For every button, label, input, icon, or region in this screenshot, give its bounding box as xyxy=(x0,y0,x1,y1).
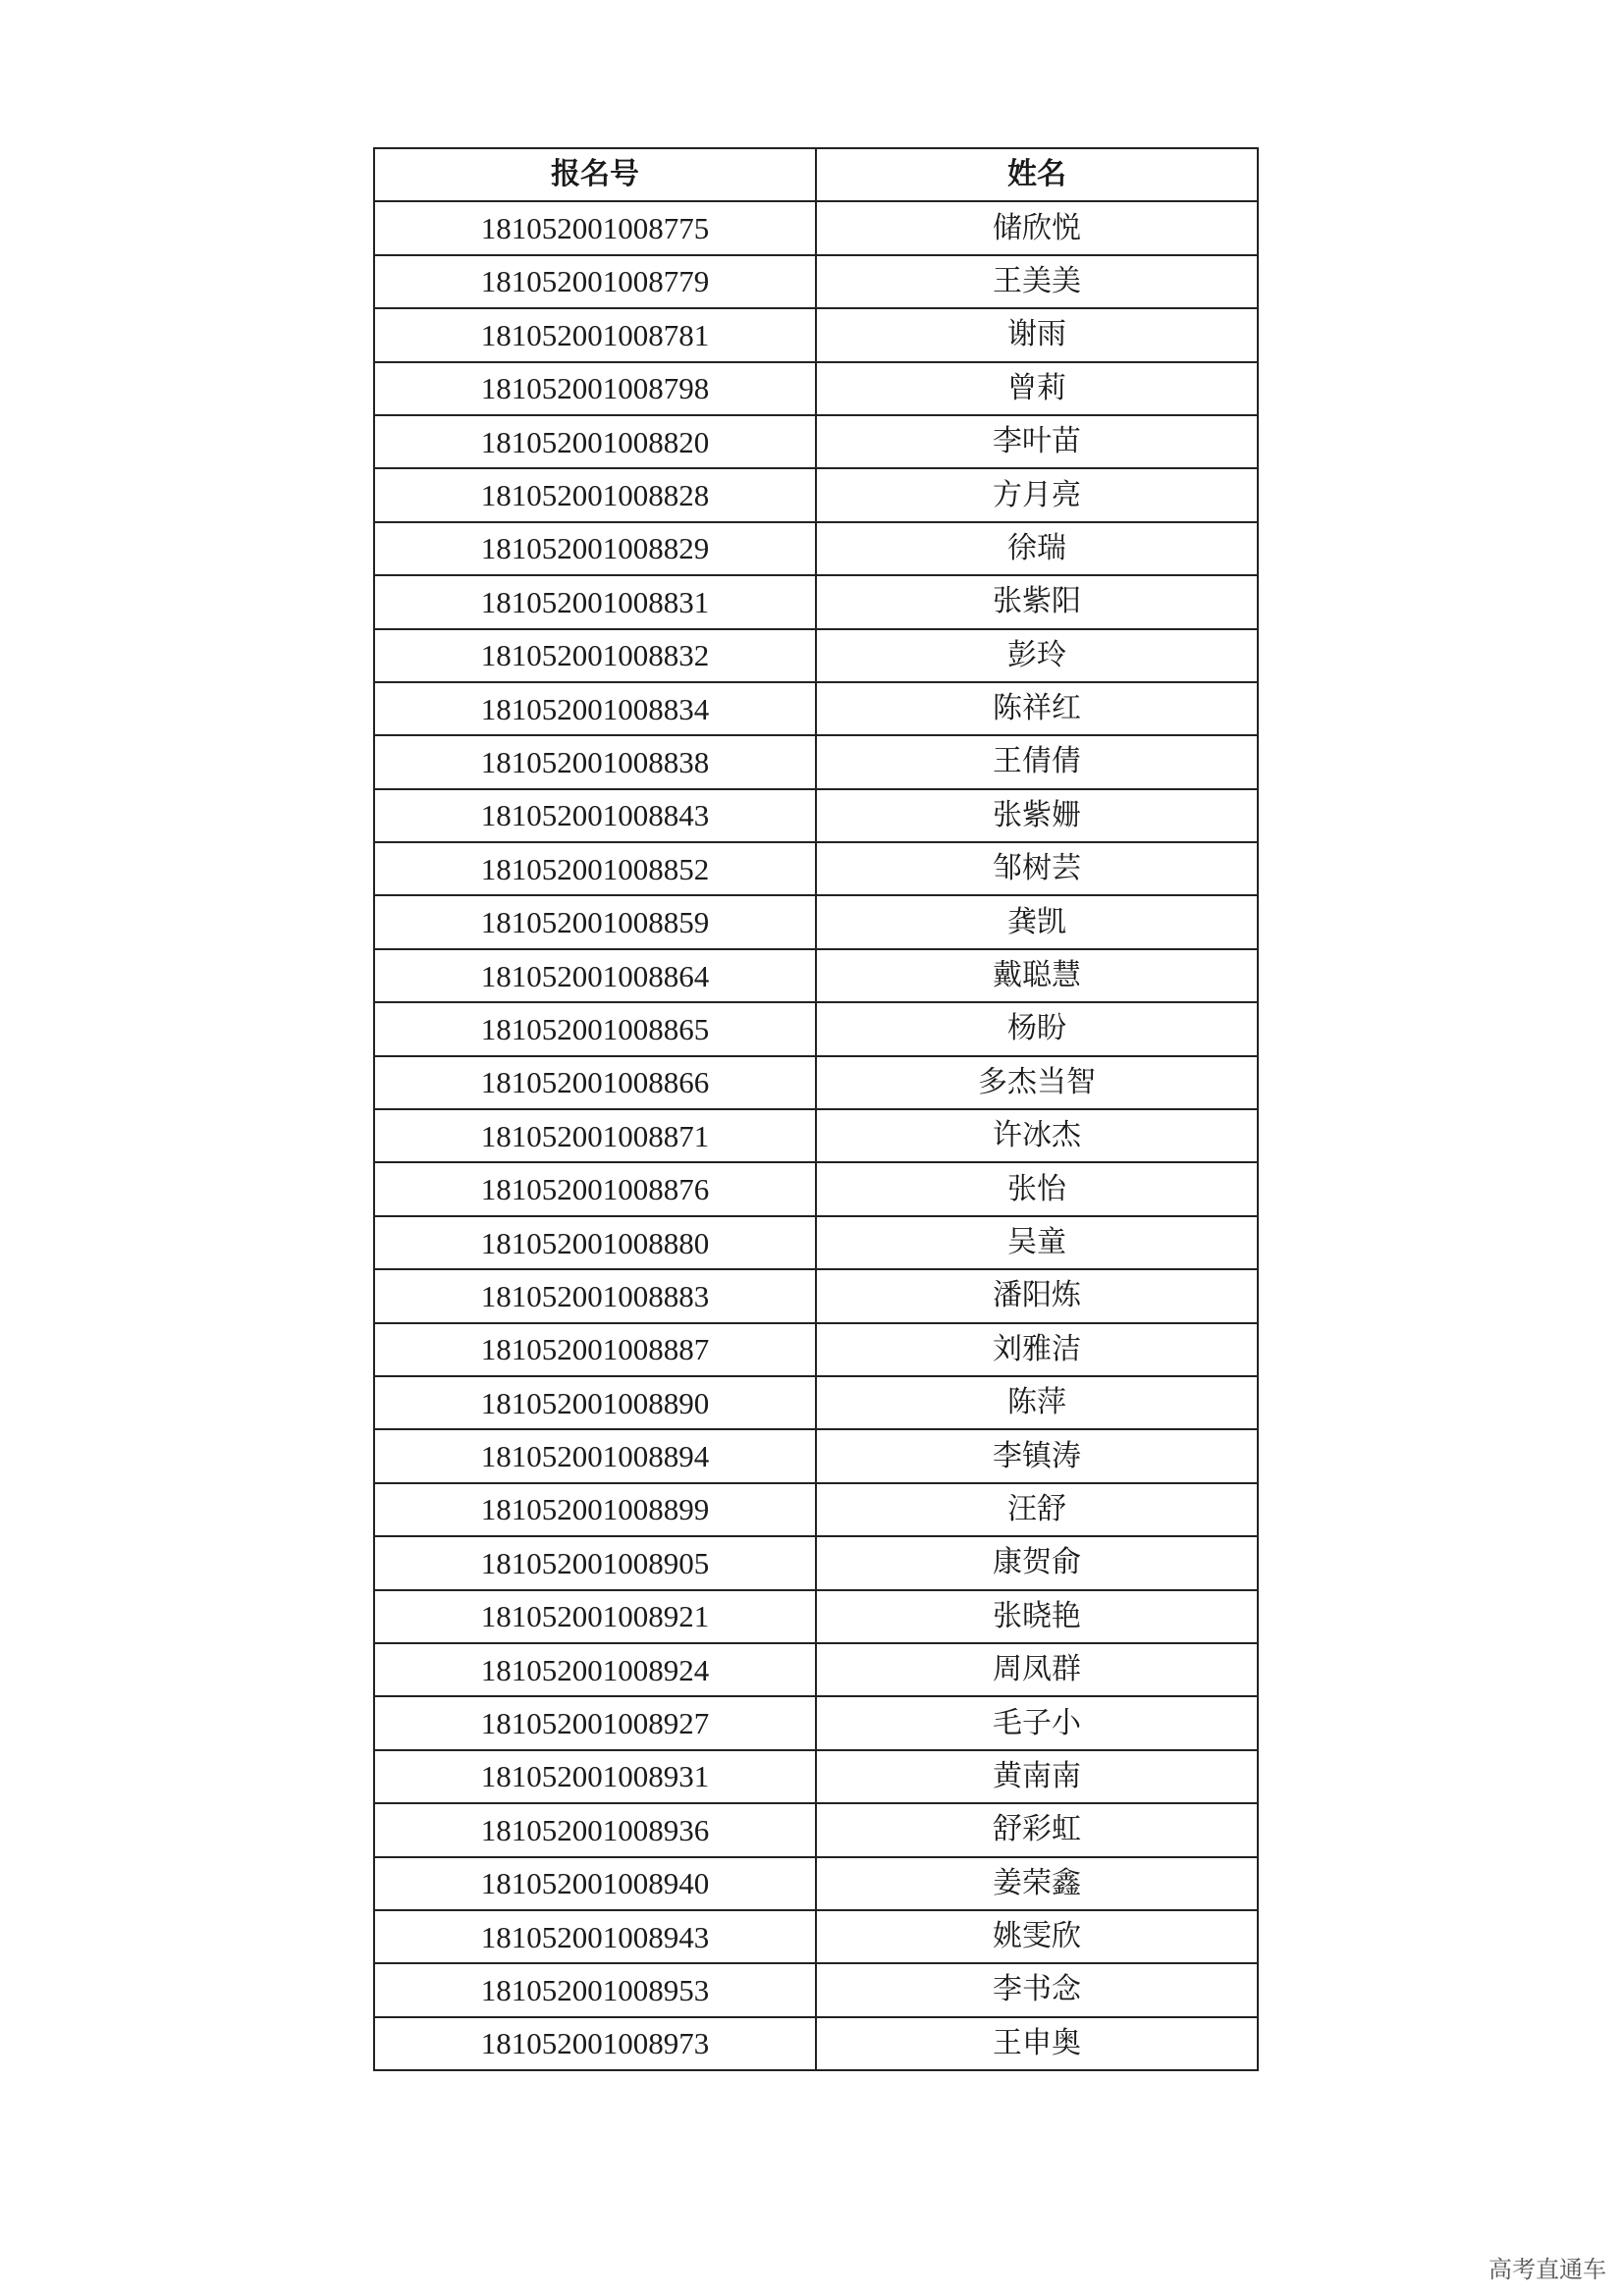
table-row xyxy=(374,1323,1258,1376)
registration-number-cell: 181052001008866 xyxy=(374,1056,816,1109)
registration-number-cell: 181052001008943 xyxy=(374,1910,816,1963)
watermark-text: 高考直通车 xyxy=(1489,2256,1606,2283)
registration-number-cell: 181052001008852 xyxy=(374,842,816,895)
name-cell: 李叶苗 xyxy=(816,415,1258,468)
name-cell: 张晓艳 xyxy=(816,1590,1258,1643)
name-cell: 陈祥红 xyxy=(816,682,1258,735)
name-cell: 姜荣鑫 xyxy=(816,1857,1258,1910)
table-row xyxy=(374,1216,1258,1269)
registration-number-cell: 181052001008834 xyxy=(374,682,816,735)
registration-number-cell: 181052001008883 xyxy=(374,1269,816,1322)
registration-number-cell: 181052001008820 xyxy=(374,415,816,468)
name-cell: 杨盼 xyxy=(816,1002,1258,1055)
table-row xyxy=(374,201,1258,254)
registration-number-cell: 181052001008953 xyxy=(374,1963,816,2016)
name-cell: 黄南南 xyxy=(816,1750,1258,1803)
registration-number-cell: 181052001008865 xyxy=(374,1002,816,1055)
registration-number-cell: 181052001008936 xyxy=(374,1803,816,1856)
name-cell: 陈萍 xyxy=(816,1376,1258,1429)
table-row xyxy=(374,522,1258,575)
name-cell: 舒彩虹 xyxy=(816,1803,1258,1856)
table-row xyxy=(374,895,1258,948)
name-cell: 王倩倩 xyxy=(816,735,1258,788)
table-row xyxy=(374,575,1258,628)
table-row xyxy=(374,1590,1258,1643)
registration-number-cell: 181052001008838 xyxy=(374,735,816,788)
table-header-row xyxy=(374,148,1258,201)
registration-number-cell: 181052001008864 xyxy=(374,949,816,1002)
table-row xyxy=(374,308,1258,361)
name-cell: 储欣悦 xyxy=(816,201,1258,254)
name-cell: 姚雯欣 xyxy=(816,1910,1258,1963)
column-header-name: 姓名 xyxy=(816,148,1258,201)
table-row xyxy=(374,1429,1258,1482)
table-row xyxy=(374,1696,1258,1749)
registration-number-cell: 181052001008828 xyxy=(374,468,816,521)
table-row xyxy=(374,1857,1258,1910)
table-row xyxy=(374,415,1258,468)
name-cell: 周凤群 xyxy=(816,1643,1258,1696)
name-cell: 彭玲 xyxy=(816,629,1258,682)
name-cell: 吴童 xyxy=(816,1216,1258,1269)
table-row xyxy=(374,1376,1258,1429)
registration-number-cell: 181052001008931 xyxy=(374,1750,816,1803)
registration-number-cell: 181052001008798 xyxy=(374,362,816,415)
registration-number-cell: 181052001008779 xyxy=(374,255,816,308)
registration-number-cell: 181052001008876 xyxy=(374,1162,816,1215)
table-row xyxy=(374,1269,1258,1322)
registration-number-cell: 181052001008775 xyxy=(374,201,816,254)
registration-number-cell: 181052001008832 xyxy=(374,629,816,682)
registration-number-cell: 181052001008880 xyxy=(374,1216,816,1269)
registration-number-cell: 181052001008940 xyxy=(374,1857,816,1910)
registration-number-cell: 181052001008905 xyxy=(374,1536,816,1589)
name-cell: 毛子小 xyxy=(816,1696,1258,1749)
registration-number-cell: 181052001008927 xyxy=(374,1696,816,1749)
table-row xyxy=(374,1056,1258,1109)
name-cell: 谢雨 xyxy=(816,308,1258,361)
table-row xyxy=(374,1750,1258,1803)
name-cell: 许冰杰 xyxy=(816,1109,1258,1162)
table-row xyxy=(374,362,1258,415)
table-row xyxy=(374,1643,1258,1696)
registration-number-cell: 181052001008843 xyxy=(374,789,816,842)
table-row xyxy=(374,682,1258,735)
name-cell: 李书念 xyxy=(816,1963,1258,2016)
registration-number-cell: 181052001008890 xyxy=(374,1376,816,1429)
name-cell: 康贺俞 xyxy=(816,1536,1258,1589)
table-row xyxy=(374,1483,1258,1536)
registration-number-cell: 181052001008831 xyxy=(374,575,816,628)
table-row xyxy=(374,842,1258,895)
name-cell: 徐瑞 xyxy=(816,522,1258,575)
table-row xyxy=(374,735,1258,788)
table-row xyxy=(374,789,1258,842)
registration-number-cell: 181052001008871 xyxy=(374,1109,816,1162)
name-cell: 张紫阳 xyxy=(816,575,1258,628)
table-body xyxy=(374,201,1258,2070)
registration-number-cell: 181052001008887 xyxy=(374,1323,816,1376)
table-row xyxy=(374,255,1258,308)
registration-number-cell: 181052001008924 xyxy=(374,1643,816,1696)
registration-table xyxy=(373,147,1259,2071)
table-row xyxy=(374,1162,1258,1215)
table-row xyxy=(374,1002,1258,1055)
registration-number-cell: 181052001008899 xyxy=(374,1483,816,1536)
registration-number-cell: 181052001008859 xyxy=(374,895,816,948)
table-row xyxy=(374,468,1258,521)
registration-number-cell: 181052001008973 xyxy=(374,2017,816,2070)
name-cell: 龚凯 xyxy=(816,895,1258,948)
registration-number-cell: 181052001008829 xyxy=(374,522,816,575)
name-cell: 邹树芸 xyxy=(816,842,1258,895)
name-cell: 王美美 xyxy=(816,255,1258,308)
name-cell: 李镇涛 xyxy=(816,1429,1258,1482)
name-cell: 戴聪慧 xyxy=(816,949,1258,1002)
table-row xyxy=(374,629,1258,682)
name-cell: 张怡 xyxy=(816,1162,1258,1215)
name-cell: 刘雅洁 xyxy=(816,1323,1258,1376)
name-cell: 多杰当智 xyxy=(816,1056,1258,1109)
registration-number-cell: 181052001008781 xyxy=(374,308,816,361)
registration-number-cell: 181052001008921 xyxy=(374,1590,816,1643)
name-cell: 曾莉 xyxy=(816,362,1258,415)
table-row xyxy=(374,1963,1258,2016)
name-cell: 方月亮 xyxy=(816,468,1258,521)
table-row xyxy=(374,1803,1258,1856)
name-cell: 潘阳炼 xyxy=(816,1269,1258,1322)
registration-number-cell: 181052001008894 xyxy=(374,1429,816,1482)
name-cell: 王申奥 xyxy=(816,2017,1258,2070)
table-row xyxy=(374,1910,1258,1963)
column-header-registration-number: 报名号 xyxy=(374,148,816,201)
table-row xyxy=(374,1536,1258,1589)
table-row xyxy=(374,949,1258,1002)
table-row xyxy=(374,2017,1258,2070)
name-cell: 张紫姗 xyxy=(816,789,1258,842)
name-cell: 汪舒 xyxy=(816,1483,1258,1536)
table-row xyxy=(374,1109,1258,1162)
